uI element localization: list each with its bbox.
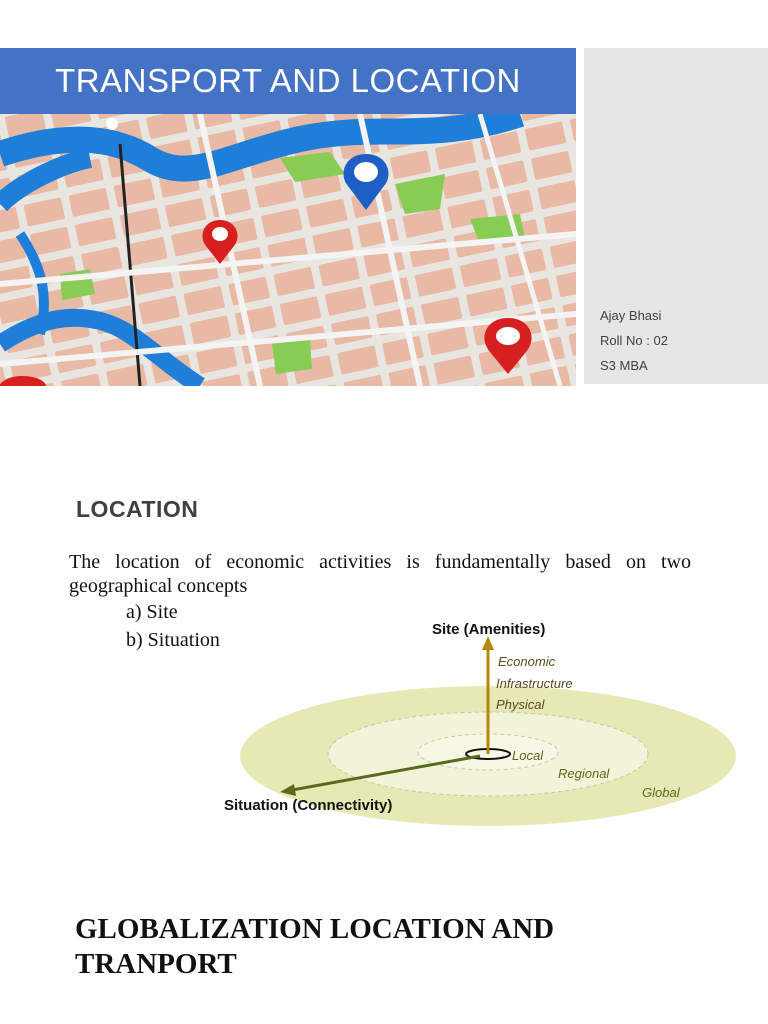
author-class: S3 MBA [600, 358, 648, 373]
cover-banner [0, 48, 576, 386]
site-factor-physical: Physical [496, 697, 545, 712]
scale-regional: Regional [558, 766, 610, 781]
section-heading-globalization [75, 912, 675, 982]
list-item-site: a) Site [126, 601, 178, 623]
situation-label: Situation (Connectivity) [224, 797, 393, 814]
site-situation-diagram [220, 608, 750, 828]
site-factor-infrastructure: Infrastructure [496, 676, 573, 691]
scale-local: Local [512, 748, 544, 763]
author-name: Ajay Bhasi [600, 308, 662, 323]
heading-line-2: TRANPORT [75, 948, 237, 980]
section-heading-location: LOCATION [76, 496, 199, 522]
location-paragraph: The location of economic activities is fundamentally based on two geographical concepts [69, 551, 691, 597]
site-arrow-head [482, 636, 494, 650]
cover-title: TRANSPORT AND LOCATION [0, 48, 576, 114]
site-label: Site (Amenities) [432, 621, 546, 638]
author-roll: Roll No : 02 [600, 333, 668, 348]
heading-line-1: GLOBALIZATION LOCATION AND [75, 913, 555, 945]
author-panel [584, 48, 768, 384]
scale-global: Global [642, 785, 680, 800]
site-factor-economic: Economic [498, 654, 556, 669]
map-illustration [0, 114, 576, 386]
list-item-situation: b) Situation [126, 629, 220, 651]
